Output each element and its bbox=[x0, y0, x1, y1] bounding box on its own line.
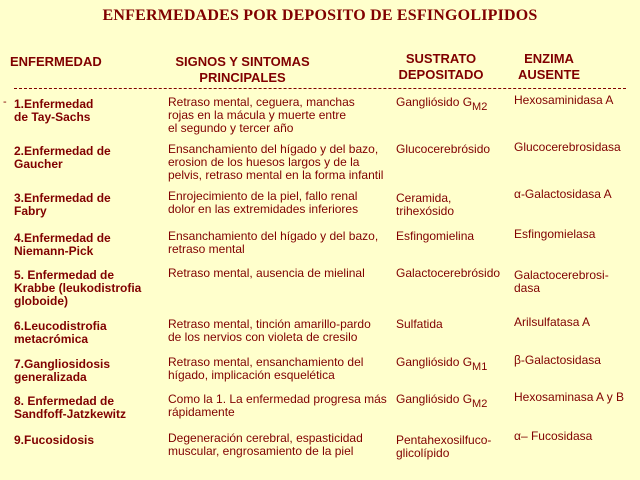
missing-enzyme bbox=[514, 269, 636, 295]
disease-name-line: generalizada bbox=[14, 370, 87, 384]
missing-enzyme-line: dasa bbox=[514, 281, 541, 295]
disease-name-line: Gaucher bbox=[14, 157, 63, 171]
missing-enzyme-line: α-Galactosidasa A bbox=[514, 187, 612, 201]
header-signs bbox=[160, 54, 325, 86]
disease-name-line: 6.Leucodistrofia bbox=[14, 319, 107, 333]
signs-symptoms bbox=[168, 432, 394, 458]
header-substrate-line1: SUSTRATO bbox=[405, 51, 477, 66]
signs-symptoms-line: Ensanchamiento del hígado y del bazo, bbox=[168, 229, 379, 243]
disease-name-line: 4.Enfermedad de bbox=[14, 231, 111, 245]
deposited-substrate bbox=[396, 192, 508, 218]
disease-name bbox=[14, 358, 159, 384]
substrate-text: Esfingomielina bbox=[396, 229, 475, 243]
substrate-line bbox=[396, 95, 508, 113]
deposited-substrate bbox=[396, 318, 508, 331]
signs-symptoms-line: dolor en las extremidades inferiores bbox=[168, 202, 359, 216]
signs-symptoms-line: Enrojecimiento de la piel, fallo renal bbox=[168, 189, 358, 203]
missing-enzyme bbox=[514, 94, 636, 107]
substrate-subscript: M2 bbox=[472, 398, 488, 410]
missing-enzyme-line: α– Fucosidasa bbox=[514, 429, 593, 443]
disease-name-line: 3.Enfermedad de bbox=[14, 191, 111, 205]
header-disease bbox=[10, 54, 120, 70]
substrate-line bbox=[396, 267, 508, 280]
missing-enzyme-line: Galactocerebrosi- bbox=[514, 268, 609, 282]
missing-enzyme-line: β-Galactosidasa bbox=[514, 353, 601, 367]
header-signs-line1: SIGNOS Y SINTOMAS bbox=[175, 54, 310, 69]
substrate-line bbox=[396, 230, 508, 243]
substrate-text: Pentahexosilfuco- bbox=[396, 433, 492, 447]
signs-symptoms bbox=[168, 356, 394, 382]
deposited-substrate bbox=[396, 230, 508, 243]
disease-name-line: de Tay-Sachs bbox=[14, 110, 91, 124]
signs-symptoms-line: Degeneración cerebral, espasticidad bbox=[168, 431, 363, 445]
substrate-line bbox=[396, 355, 508, 373]
disease-name-line: 1.Enfermedad bbox=[14, 97, 94, 111]
disease-name bbox=[14, 98, 159, 124]
substrate-subscript: M1 bbox=[472, 361, 488, 373]
disease-name-line: 8. Enfermedad de bbox=[14, 394, 115, 408]
signs-symptoms bbox=[168, 393, 394, 419]
signs-symptoms-line: Retraso mental, ausencia de mielinal bbox=[168, 266, 365, 280]
disease-name-line: 7.Gangliosidosis bbox=[14, 357, 111, 371]
deposited-substrate bbox=[396, 355, 508, 373]
signs-symptoms-line: pelvis, retraso mental en la forma infantil bbox=[168, 168, 384, 182]
substrate-text: Gangliósido G bbox=[396, 355, 473, 369]
substrate-subscript: M2 bbox=[472, 101, 488, 113]
header-substrate bbox=[388, 51, 494, 83]
missing-enzyme bbox=[514, 391, 636, 404]
header-enzyme bbox=[503, 51, 595, 83]
signs-symptoms bbox=[168, 190, 394, 216]
header-divider bbox=[14, 88, 626, 89]
signs-symptoms-line: el segundo y tercer año bbox=[168, 121, 294, 135]
page-title: ENFERMEDADES POR DEPOSITO DE ESFINGOLIPIDOS bbox=[102, 7, 538, 24]
substrate-line: trihexósido bbox=[396, 204, 455, 218]
signs-symptoms-line: de los nervios con violeta de cresilo bbox=[168, 330, 358, 344]
header-enzyme-line1: ENZIMA bbox=[524, 51, 574, 66]
missing-enzyme bbox=[514, 141, 636, 154]
disease-name-line: Sandfoff-Jatzkewitz bbox=[14, 407, 127, 421]
disease-name-line: Niemann-Pick bbox=[14, 244, 94, 258]
disease-name bbox=[14, 395, 159, 421]
missing-enzyme-line: Hexosaminasa A y B bbox=[514, 390, 625, 404]
deposited-substrate bbox=[396, 95, 508, 113]
substrate-text: Sulfatida bbox=[396, 317, 443, 331]
header-enzyme-line2: AUSENTE bbox=[517, 67, 581, 82]
deposited-substrate bbox=[396, 434, 508, 460]
missing-enzyme bbox=[514, 316, 636, 329]
disease-name bbox=[14, 145, 159, 171]
signs-symptoms-line: muscular, engrosamiento de la piel bbox=[168, 444, 354, 458]
missing-enzyme-line: Hexosaminidasa A bbox=[514, 93, 614, 107]
disease-name bbox=[14, 192, 159, 218]
deposited-substrate bbox=[396, 143, 508, 156]
signs-symptoms bbox=[168, 230, 394, 256]
header-substrate-line2: DEPOSITADO bbox=[398, 67, 484, 82]
signs-symptoms bbox=[168, 143, 394, 182]
substrate-text: Glucocerebrósido bbox=[396, 142, 491, 156]
missing-enzyme-line: Arilsulfatasa A bbox=[514, 315, 591, 329]
substrate-line: glicolípido bbox=[396, 446, 450, 460]
missing-enzyme-line: Esfingomielasa bbox=[514, 227, 596, 241]
substrate-text: Galactocerebrósido bbox=[396, 266, 501, 280]
disease-name bbox=[14, 320, 159, 346]
signs-symptoms bbox=[168, 267, 394, 280]
signs-symptoms-line: Ensanchamiento del hígado y del bazo, bbox=[168, 142, 379, 156]
signs-symptoms-line: Retraso mental, ceguera, manchas bbox=[168, 95, 355, 109]
substrate-text: Gangliósido G bbox=[396, 95, 473, 109]
signs-symptoms bbox=[168, 318, 394, 344]
substrate-line bbox=[396, 392, 508, 410]
substrate-text: Ceramida, bbox=[396, 191, 452, 205]
disease-name bbox=[14, 269, 159, 308]
substrate-text: Gangliósido G bbox=[396, 392, 473, 406]
disease-name bbox=[14, 232, 159, 258]
signs-symptoms-line: Como la 1. La enfermedad progresa más bbox=[168, 392, 387, 406]
header-disease-label: ENFERMEDAD bbox=[10, 54, 102, 69]
signs-symptoms-line: hígado, implicación esquelética bbox=[168, 368, 335, 382]
missing-enzyme bbox=[514, 430, 636, 443]
deposited-substrate bbox=[396, 392, 508, 410]
disease-name-line: 9.Fucosidosis bbox=[14, 433, 95, 447]
disease-name bbox=[14, 434, 159, 447]
missing-enzyme bbox=[514, 188, 636, 201]
signs-symptoms-line: rojas en la mácula y muerte entre bbox=[168, 108, 347, 122]
signs-symptoms-line: retraso mental bbox=[168, 242, 245, 256]
signs-symptoms-line: Retraso mental, ensanchamiento del bbox=[168, 355, 364, 369]
stray-dash: - bbox=[3, 96, 7, 108]
disease-name-line: Krabbe (leukodistrofia bbox=[14, 281, 142, 295]
signs-symptoms-line: Retraso mental, tinción amarillo-pardo bbox=[168, 317, 371, 331]
disease-name-line: 5. Enfermedad de bbox=[14, 268, 115, 282]
missing-enzyme bbox=[514, 354, 636, 367]
missing-enzyme-line: Glucocerebrosidasa bbox=[514, 140, 621, 154]
deposited-substrate bbox=[396, 267, 508, 280]
disease-name-line: Fabry bbox=[14, 204, 47, 218]
substrate-line bbox=[396, 318, 508, 331]
substrate-line bbox=[396, 143, 508, 156]
signs-symptoms bbox=[168, 96, 394, 135]
signs-symptoms-line: erosion de los huesos largos y de la bbox=[168, 155, 360, 169]
disease-name-line: globoide) bbox=[14, 294, 68, 308]
missing-enzyme bbox=[514, 228, 636, 241]
signs-symptoms-line: rápidamente bbox=[168, 405, 235, 419]
disease-name-line: metacrómica bbox=[14, 332, 89, 346]
disease-name-line: 2.Enfermedad de bbox=[14, 144, 111, 158]
header-signs-line2: PRINCIPALES bbox=[199, 70, 286, 85]
